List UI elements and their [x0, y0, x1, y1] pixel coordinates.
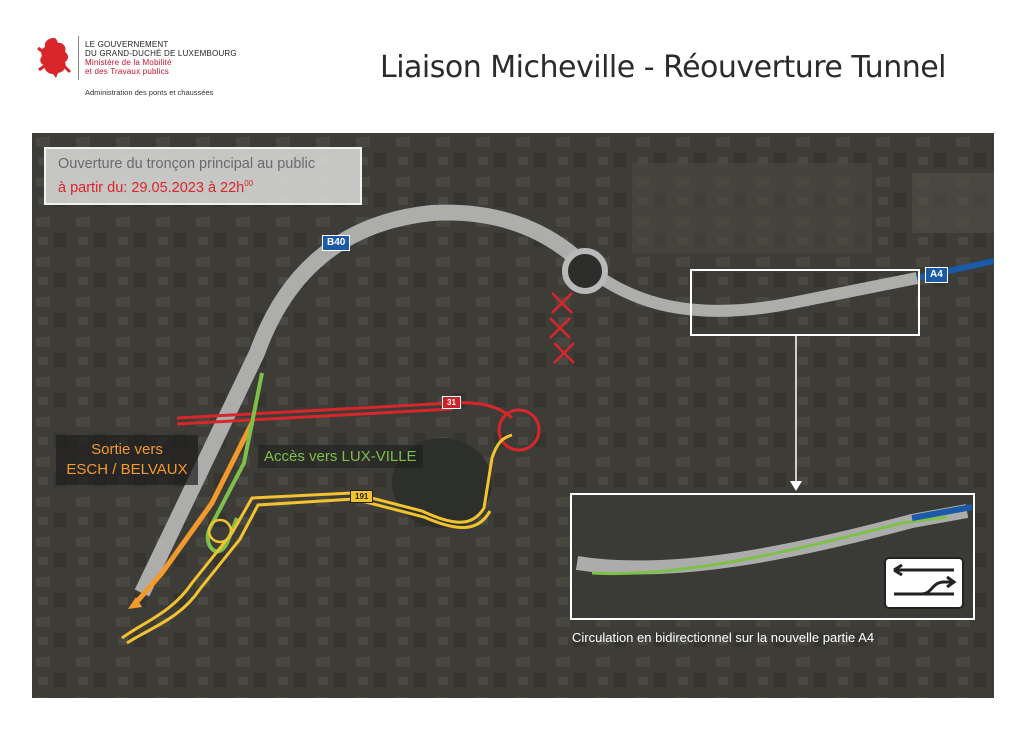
map-drawing	[32, 133, 994, 698]
notice-minutes: 00	[244, 179, 254, 188]
logo-divider	[78, 36, 79, 80]
header	[0, 0, 1024, 120]
map-panel	[32, 133, 994, 698]
shield-b40: B40	[322, 235, 350, 251]
roundabout-b40	[565, 251, 605, 291]
inset-caption: Circulation en bidirectionnel sur la nouvelle partie A4	[572, 630, 875, 645]
gov-line-1: LE GOUVERNEMENT	[85, 40, 169, 49]
exit-label-line-1: Sortie vers	[91, 441, 163, 458]
gov-line-2: DU GRAND-DUCHÉ DE LUXEMBOURG	[85, 49, 237, 58]
notice-line-2	[58, 179, 253, 196]
field-area	[912, 173, 994, 233]
shield-a4: A4	[925, 267, 948, 283]
field-area	[632, 163, 872, 253]
ministry-line-1: Ministère de la Mobilité	[85, 58, 172, 67]
bidirectional-sign-icon	[885, 558, 963, 608]
opening-notice	[44, 147, 362, 205]
exit-label	[56, 435, 198, 485]
ministry-line-2: et des Travaux publics	[85, 67, 169, 76]
administration-name: Administration des ponts et chaussées	[85, 88, 214, 97]
notice-date: à partir du: 29.05.2023 à 22h	[58, 179, 245, 196]
shield-191: 191	[350, 490, 373, 503]
government-block	[85, 40, 237, 76]
page-title: Liaison Micheville - Réouverture Tunnel	[380, 50, 947, 85]
access-label: Accès vers LUX-VILLE	[258, 445, 423, 468]
shield-31: 31	[442, 396, 461, 409]
luxembourg-lion-icon	[34, 34, 74, 80]
exit-label-line-2: ESCH / BELVAUX	[66, 461, 188, 478]
notice-line-1: Ouverture du tronçon principal au public	[58, 156, 316, 172]
